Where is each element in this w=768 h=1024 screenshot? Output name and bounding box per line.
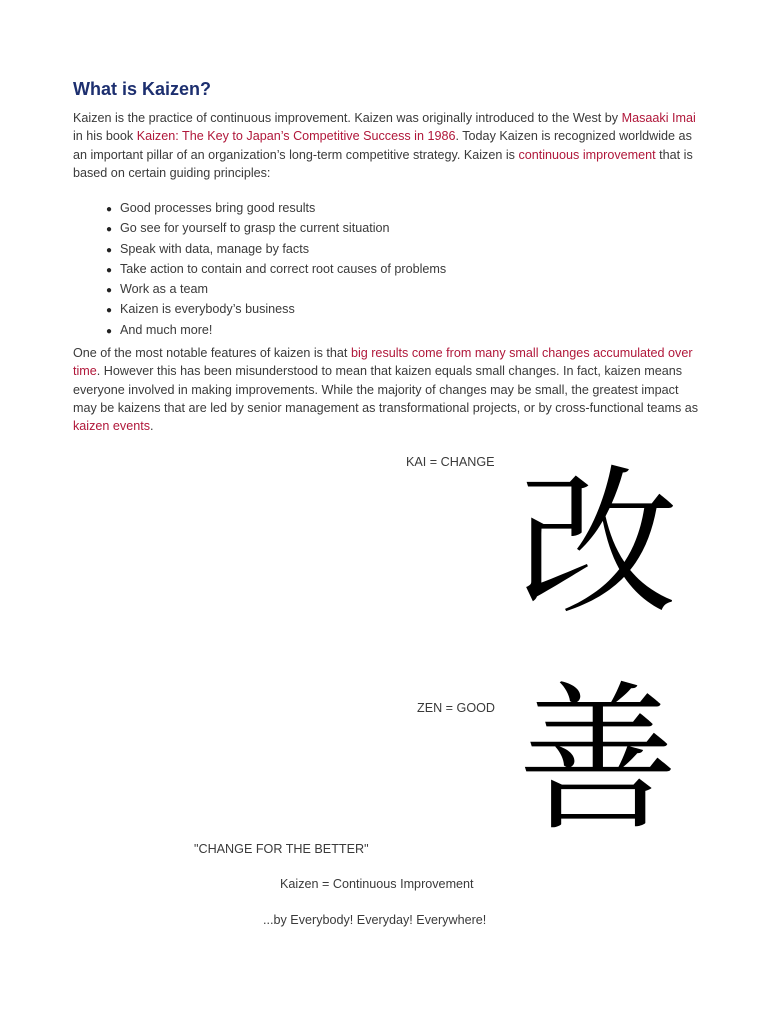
continuous-improvement-link[interactable]: continuous improvement [518, 147, 656, 162]
bullet-icon: ● [106, 264, 113, 276]
intro-paragraph [73, 109, 703, 182]
intro-text-4: that is based on certain guiding principles: [73, 147, 693, 180]
list-item [106, 321, 446, 341]
tagline: "CHANGE FOR THE BETTER" [194, 842, 369, 856]
list-item-text: And much more! [120, 322, 213, 337]
list-item-text: Go see for yourself to grasp the current situation [120, 221, 390, 236]
list-item [106, 199, 446, 219]
list-item [106, 280, 446, 300]
list-item [106, 260, 446, 280]
list-item [106, 300, 446, 320]
list-item-text: Take action to contain and correct root causes of problems [120, 261, 447, 276]
zen-label: ZEN = GOOD [417, 701, 496, 715]
features-text-2: . However this has been misunderstood to mean that kaizen equals small changes. In fact, kaizen means everyone involved in making improvements. While the majority of changes may be small, the greatest impact may be kaizens that are led by senior management as transformational projects, or by cross-functional teams as [73, 364, 699, 415]
kaizen-book-link[interactable]: Kaizen: The Key to Japan’s Competitive Success in 1986 [136, 129, 456, 144]
kai-kanji: 改 [517, 450, 678, 637]
features-text-3: . [150, 419, 154, 434]
kaizen-definition: Kaizen = Continuous Improvement [280, 877, 474, 891]
bullet-icon: ● [106, 224, 113, 236]
bullet-icon: ● [106, 305, 113, 317]
features-text-1: One of the most notable features of kaizen is that [73, 346, 351, 360]
big-results-link[interactable]: big results come from many small changes accumulated over time [73, 346, 693, 379]
bullet-icon: ● [106, 285, 113, 297]
bullet-icon: ● [106, 244, 113, 256]
list-item-text: Good processes bring good results [120, 201, 316, 215]
kai-label: KAI = CHANGE [406, 455, 495, 469]
list-item-text: Kaizen is everybody’s business [120, 302, 295, 317]
bullet-icon: ● [106, 204, 113, 215]
list-item-text: Speak with data, manage by facts [120, 241, 310, 256]
list-item-text: Work as a team [120, 282, 208, 297]
principles-list [106, 199, 446, 341]
features-paragraph [73, 344, 703, 435]
zen-kanji: 善 [517, 666, 678, 853]
slogan: ...by Everybody! Everyday! Everywhere! [263, 913, 487, 927]
kaizen-events-link[interactable]: kaizen events [73, 419, 151, 434]
intro-text-3: . Today Kaizen is recognized worldwide as an important pillar of an organization’s long-term competitive strategy. Kaizen is [73, 129, 692, 162]
page-title: What is Kaizen? [73, 79, 212, 99]
list-item [106, 240, 446, 260]
list-item [106, 219, 446, 239]
intro-text-2: in his book [73, 129, 137, 144]
bullet-icon: ● [106, 325, 113, 337]
intro-text-1: Kaizen is the practice of continuous improvement. Kaizen was originally introduced to the West by [73, 111, 622, 125]
masaaki-imai-link[interactable]: Masaaki Imai [621, 111, 696, 125]
